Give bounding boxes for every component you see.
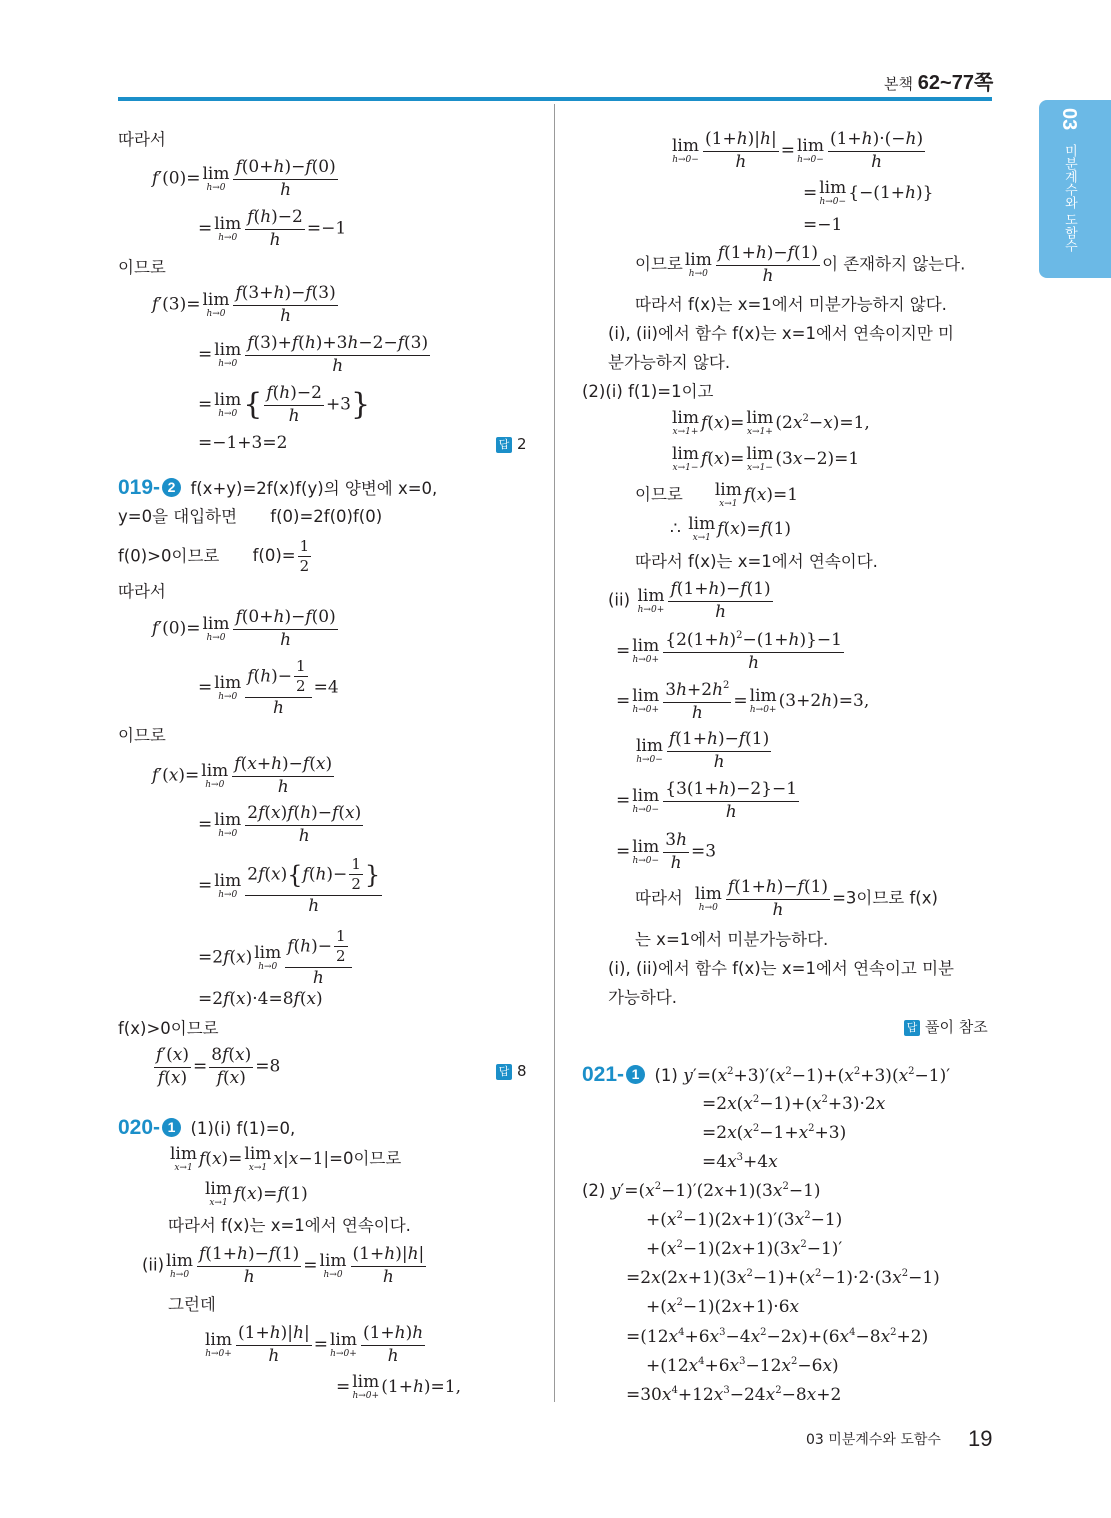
text-not-differentiable: 따라서 f(x)는 x=1에서 미분가능하지 않다. xyxy=(635,295,947,314)
problem-020-header xyxy=(118,1116,295,1140)
problem-019-line2-text: y=0을 대입하면 xyxy=(118,507,238,526)
eq-f-prime-3-c: = lim h→0 { $\frac{f(h)-2}{h}$ +3} xyxy=(198,383,371,426)
problem-019-line3-text: f(0)>0이므로 xyxy=(118,546,220,566)
eq-019-f-prime-0-b: = lim h→0 f(h)− $\frac{1}{2}$ h =4 xyxy=(198,657,339,718)
answer-3-value: 풀이 참조 xyxy=(925,1018,988,1036)
problem-021-line1: (1) $y'=(x^2+3)'(x^2-1)+(x^2+3)(x^2-1)'$ xyxy=(654,1066,951,1086)
answer-icon: 답 xyxy=(904,1020,920,1036)
eq-020-2-ii-f: = lim h→0− $\frac{3h}{h}$ =3 xyxy=(616,830,717,873)
problem-019-line2 xyxy=(118,508,382,527)
eq-f-prime-0-a: f′(0)= lim h→0 $\frac{f(0+h)-f(0)}{h}$ xyxy=(152,157,336,200)
eq-021-2-d: $=2x(2x+1)(3x^2-1)+(x^2-1)\cdot 2\cdot(3x^2-1)$ xyxy=(626,1268,940,1288)
text-ddaraseo-1: 따라서 xyxy=(118,130,166,149)
eq-f-prime-3-a: f′(3)= lim h→0 $\frac{f(3+h)-f(3)}{h}$ xyxy=(152,283,336,326)
text-differentiable-3-prefix: 따라서 xyxy=(635,888,683,908)
eq-021-2-g: $+(12x^4+6x^3-12x^2-6x)$ xyxy=(646,1356,839,1376)
eq-020-left-limit-c: =−1 xyxy=(803,215,843,235)
text-conclusion-2a: (i), (ii)에서 함수 f(x)는 x=1에서 연속이고 미분 xyxy=(608,959,954,978)
chapter-tab-title: 미분계수와 도함수 xyxy=(1061,144,1077,253)
answer-1 xyxy=(496,436,527,453)
problem-020-line1: (1)(i) f(1)=0, xyxy=(190,1119,296,1138)
column-divider xyxy=(554,104,555,1402)
answer-icon: 답 xyxy=(496,1064,512,1080)
eq-019-f-prime-x-b: = lim h→0 $\frac{2f(x)f(h)-f(x)}{h}$ xyxy=(198,803,362,846)
eq-020-ii-label: (ii) xyxy=(142,1255,165,1275)
text-imeuro-2: 이므로 xyxy=(118,726,166,745)
problem-019-number: 019- xyxy=(118,476,161,499)
text-imeuro-3: 이므로 lim x→1 f(x)=1 xyxy=(635,480,799,509)
eq-021-1-c: $=2x(x^2-1+x^2+3)$ xyxy=(702,1123,847,1143)
text-part-2: (2)(i) f(1)=1이고 xyxy=(582,382,714,401)
answer-2-value: 8 xyxy=(517,1062,527,1080)
eq-020-2-ii-b: = lim h→0+ $\frac{\{2(1+h)^2-(1+h)\}-1}{h}$ xyxy=(616,630,842,673)
eq-021-2-e: $+(x^2-1)(2x+1)\cdot 6x$ xyxy=(646,1297,800,1317)
eq-019-f-prime-x-d: =2f(x) lim h→0 f(h)− $\frac{1}{2}$ h xyxy=(198,928,354,988)
eq-019-ratio: $\frac{f'(x)}{f(x)}$ = $\frac{8f(x)}{f(x)}$ =8 xyxy=(156,1045,281,1088)
eq-021-1-d: $=4x^3+4x$ xyxy=(702,1152,778,1172)
answer-icon: 답 xyxy=(496,437,512,453)
eq-021-2-f: $=(12x^4+6x^3-4x^2-2x)+(6x^4-8x^2+2)$ xyxy=(626,1327,929,1347)
eq-020-lim-fx: lim x→1 f(x)= lim x→1 x|x−1|=0이므로 xyxy=(170,1144,402,1173)
eq-021-2-h: $=30x^4+12x^3-24x^2-8x+2$ xyxy=(626,1385,842,1405)
eq-020-2-left: lim x→1− f(x)= lim x→1− (3x−2)=1 xyxy=(672,444,860,473)
text-conclusion-1b: 분가능하지 않다. xyxy=(608,353,731,372)
eq-020-left-limit-a: lim h→0− $\frac{(1+h)|h|}{h}$ = lim h→0− $\frac{(1+h)\cdot(-h)}{h}$ xyxy=(672,129,924,172)
problem-021-level: 1 xyxy=(626,1065,645,1084)
page-number: 19 xyxy=(968,1426,993,1451)
eq-021-2-a: (2) $y'=(x^2-1)'(2x+1)(3x^2-1)$ xyxy=(582,1181,821,1201)
eq-019-f-prime-0-a: f′(0)= lim h→0 $\frac{f(0+h)-f(0)}{h}$ xyxy=(152,607,336,650)
problem-020-number: 020- xyxy=(118,1116,161,1139)
answer-3 xyxy=(904,1019,988,1036)
footer-chapter: 03 미분계수와 도함수 xyxy=(806,1432,941,1448)
answer-2 xyxy=(496,1063,527,1080)
book-ref-pages: 62~77쪽 xyxy=(917,72,994,94)
text-nonexist-prefix: 이므로 xyxy=(635,254,683,274)
eq-019-f-prime-x-a: f′(x)= lim h→0 $\frac{f(x+h)-f(x)}{h}$ xyxy=(152,754,333,797)
text-nonexist-suffix: 이 존재하지 않는다. xyxy=(822,254,966,274)
eq-020-right-limit-b: = lim h→0+ (1+h)=1, xyxy=(336,1372,462,1401)
eq-020-lim-fx-suffix: =0이므로 xyxy=(329,1149,402,1168)
text-ddaraseo-2: 따라서 xyxy=(118,582,166,601)
text-continuous-2: 따라서 f(x)는 x=1에서 연속이다. xyxy=(635,552,878,571)
text-conclusion-2b: 가능하다. xyxy=(608,988,678,1007)
answer-1-value: 2 xyxy=(517,435,527,453)
eq-020-2-ii-e: = lim h→0− $\frac{\{3(1+h)-2\}-1}{h}$ xyxy=(616,779,798,822)
eq-020-2-therefore: ∴ lim x→1 f(x)=f(1) xyxy=(670,514,792,543)
problem-021-header xyxy=(582,1063,950,1087)
eq-019-f-prime-x-e: =2f(x)·4=8f(x) xyxy=(198,989,323,1009)
eq-020-right-limit-a: lim h→0+ $\frac{(1+h)|h|}{h}$ = lim h→0+ $\frac{(1+h)h}{h}$ xyxy=(205,1323,424,1366)
eq-021-2-b: $+(x^2-1)(2x+1)'(3x^2-1)$ xyxy=(646,1210,843,1230)
eq-020-left-limit-b: = lim h→0− {−(1+h)} xyxy=(803,178,934,207)
problem-019-level: 2 xyxy=(162,478,181,497)
eq-019-f-prime-x-c: = lim h→0 2f(x){f(h)− $\frac{1}{2}$ } h xyxy=(198,855,381,916)
text-nonexist: 이므로 lim h→0 $\frac{f(1+h)-f(1)}{h}$ 이 존재하지 않는다. xyxy=(635,243,966,286)
eq-020-lim-eq-f1: lim x→1 f(x)=f(1) xyxy=(205,1179,308,1208)
eq-020-2-ii-d: lim h→0− $\frac{f(1+h)-f(1)}{h}$ xyxy=(636,729,770,772)
text-geureonde: 그런데 xyxy=(168,1295,216,1314)
text-differentiable-3-suffix: =3이므로 f(x) xyxy=(832,888,938,908)
problem-019-line1: f(x+y)=2f(x)f(y)의 양변에 x=0, xyxy=(190,479,438,498)
problem-019-line3: f(0)>0이므로 f(0)= $\frac{1}{2}$ xyxy=(118,537,310,576)
text-imeuro-1: 이므로 xyxy=(118,258,166,277)
header-rule xyxy=(118,97,992,101)
text-conclusion-1a: (i), (ii)에서 함수 f(x)는 x=1에서 연속이지만 미 xyxy=(608,324,954,343)
problem-019-line3-eq: f(0)= xyxy=(252,546,296,566)
text-imeuro-3-label: 이므로 xyxy=(635,485,683,504)
eq-020-2-ii-c: = lim h→0+ $\frac{3h+2h^2}{h}$ = lim h→0+ (3+2h)=3, xyxy=(616,680,870,723)
text-differentiable-3c: 는 x=1에서 미분가능하다. xyxy=(635,930,829,949)
book-ref-prefix: 본책 xyxy=(884,75,913,93)
eq-020-2-ii-label: (ii) xyxy=(608,590,631,610)
text-fx-positive: f(x)>0이므로 xyxy=(118,1019,219,1038)
eq-020-ii: (ii) lim h→0 $\frac{f(1+h)-f(1)}{h}$ = lim h→0 $\frac{(1+h)|h|}{h}$ xyxy=(142,1244,425,1287)
eq-021-1-b: $=2x(x^2-1)+(x^2+3)\cdot 2x$ xyxy=(702,1094,886,1114)
eq-020-2-ii-a: (ii) lim h→0+ $\frac{f(1+h)-f(1)}{h}$ xyxy=(608,579,771,622)
eq-020-2-right: lim x→1+ f(x)= lim x→1+ $(2x^2-x)=1$, xyxy=(672,408,870,437)
eq-f-prime-3-b: = lim h→0 $\frac{f(3)+f(h)+3h-2-f(3)}{h}$ xyxy=(198,333,429,376)
problem-021-number: 021- xyxy=(582,1063,625,1086)
text-differentiable-3: 따라서 lim h→0 $\frac{f(1+h)-f(1)}{h}$ =3이므로 f(x) xyxy=(635,877,938,920)
eq-021-2-c: $+(x^2-1)(2x+1)(3x^2-1)'$ xyxy=(646,1239,843,1259)
chapter-tab-number: 03 xyxy=(1058,108,1080,131)
chapter-tab xyxy=(1039,100,1111,278)
book-reference xyxy=(884,72,993,95)
text-020-continuous: 따라서 f(x)는 x=1에서 연속이다. xyxy=(168,1216,411,1235)
eq-f-prime-0-b: = lim h→0 $\frac{f(h)-2}{h}$ =−1 xyxy=(198,207,347,250)
problem-019-line2-eq: f(0)=2f(0)f(0) xyxy=(270,507,383,526)
problem-020-level: 1 xyxy=(162,1118,181,1137)
eq-f-prime-3-d: =−1+3=2 xyxy=(198,433,288,453)
problem-019-header xyxy=(118,476,437,500)
